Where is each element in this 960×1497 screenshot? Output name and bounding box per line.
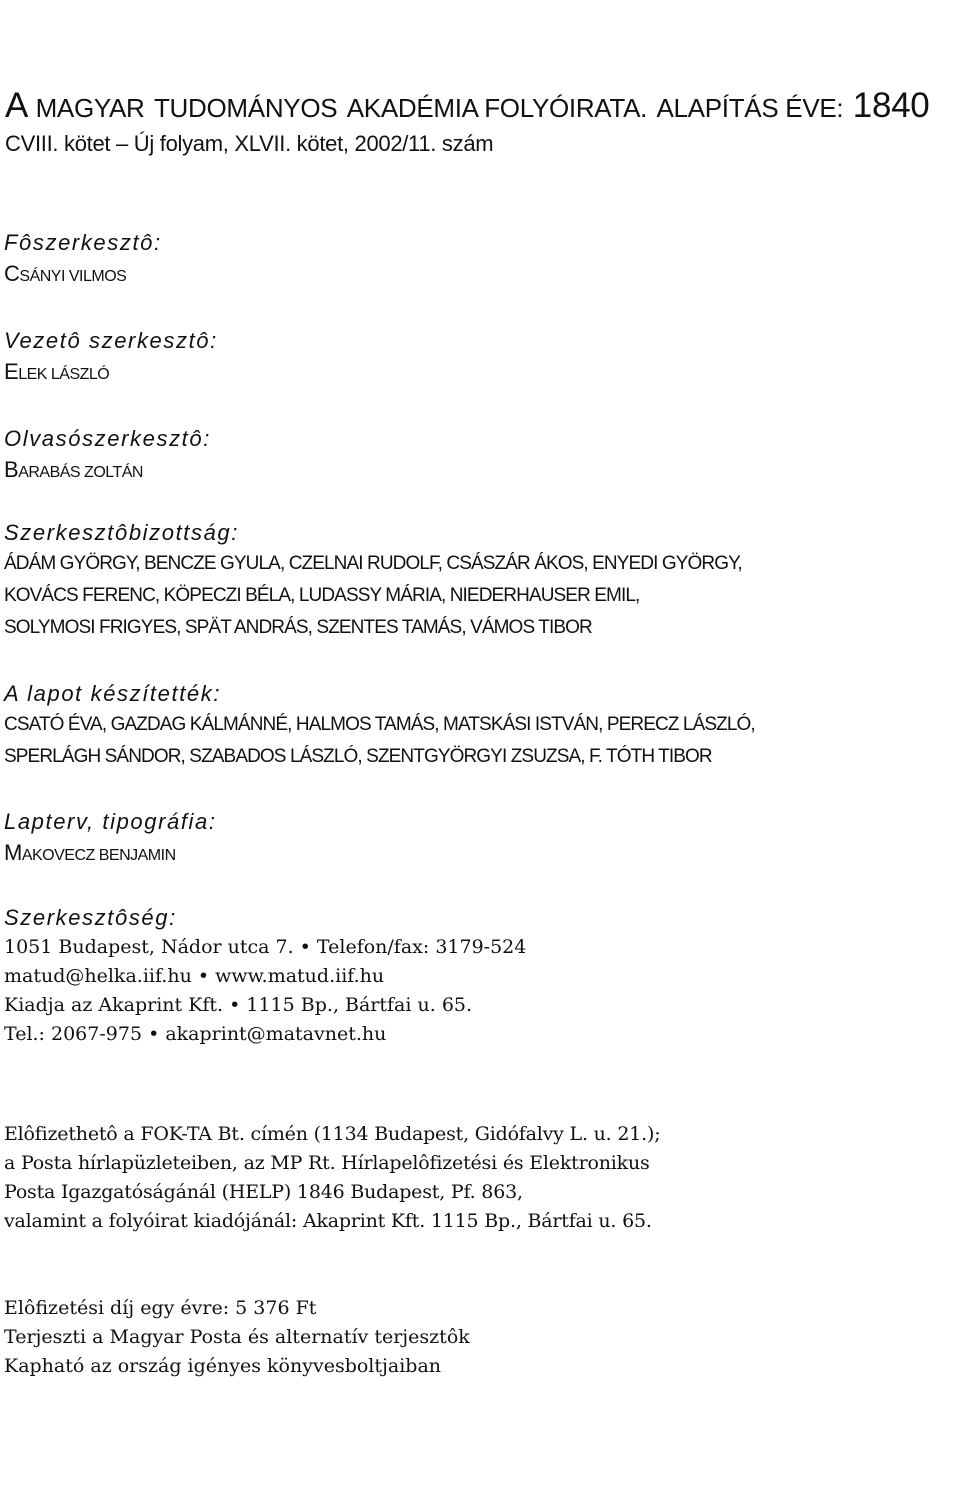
subscription-line: valamint a folyóirat kiadójánál: Akaprint Kft. 1115 Bp., Bártfai u. 65. xyxy=(4,1210,652,1232)
makers-block xyxy=(4,679,944,773)
availability-line: Kapható az ország igényes könyvesboltjaiban xyxy=(4,1355,442,1377)
editor-in-chief-name: CSÁNYI VILMOS xyxy=(4,261,127,286)
managing-editor-block xyxy=(4,326,944,391)
office-contact-line: matud@helka.iif.hu • www.matud.iif.hu xyxy=(4,965,385,987)
design-name: MAKOVECZ BENJAMIN xyxy=(4,840,176,865)
title-word-a: A xyxy=(5,86,27,125)
makers-label: A lapot készítették: xyxy=(4,681,222,706)
editorial-board-label: Szerkesztôbizottság: xyxy=(4,520,239,545)
pricing-block xyxy=(4,1294,944,1381)
title-word-magyar: MAGYAR xyxy=(35,93,145,123)
editorial-board-line: ÁDÁM GYÖRGY, BENCZE GYULA, CZELNAI RUDOLF, CSÁSZÁR ÁKOS, ENYEDI GYÖRGY, xyxy=(4,553,742,574)
volume-info: CVIII. kötet – Új folyam, XLVII. kötet, 2002/11. szám xyxy=(5,131,494,156)
publisher-contact-line: Tel.: 2067-975 • akaprint@matavnet.hu xyxy=(4,1023,387,1045)
proofreader-label: Olvasószerkesztô: xyxy=(4,426,211,451)
subscription-price-line: Elôfizetési díj egy évre: 5 376 Ft xyxy=(4,1297,317,1319)
subscription-block xyxy=(4,1120,944,1236)
design-block xyxy=(4,807,944,872)
subscription-line: Posta Igazgatóságánál (HELP) 1846 Budapest, Pf. 863, xyxy=(4,1181,523,1203)
title-word-akademia: AKADÉMIA FOLYÓIRATA. xyxy=(346,93,648,123)
managing-editor-name: ELEK LÁSZLÓ xyxy=(4,359,110,384)
design-label: Lapterv, tipográfia: xyxy=(4,809,217,834)
distribution-line: Terjeszti a Magyar Posta és alternatív terjesztôk xyxy=(4,1326,470,1348)
proofreader-name: BARABÁS ZOLTÁN xyxy=(4,457,143,482)
editor-in-chief-label: Fôszerkesztô: xyxy=(4,230,162,255)
editorial-board-line: SOLYMOSI FRIGYES, SPÄT ANDRÁS, SZENTES TAMÁS, VÁMOS TIBOR xyxy=(4,617,592,638)
title-word-tudomanyos: TUDOMÁNYOS xyxy=(153,93,338,123)
editorial-board-block xyxy=(4,518,944,644)
journal-title xyxy=(5,86,955,128)
subscription-line: a Posta hírlapüzleteiben, az MP Rt. Hírlapelôfizetési és Elektronikus xyxy=(4,1152,650,1174)
subscription-line: Elôfizethetô a FOK-TA Bt. címén (1134 Budapest, Gidófalvy L. u. 21.); xyxy=(4,1123,661,1145)
office-block xyxy=(4,903,944,1049)
publisher-line: Kiadja az Akaprint Kft. • 1115 Bp., Bártfai u. 65. xyxy=(4,994,473,1016)
office-address-line: 1051 Budapest, Nádor utca 7. • Telefon/fax: 3179-524 xyxy=(4,936,527,958)
editor-in-chief-block xyxy=(4,228,944,293)
title-founded-label: ALAPÍTÁS ÉVE: xyxy=(656,93,844,123)
makers-line: SPERLÁGH SÁNDOR, SZABADOS LÁSZLÓ, SZENTGYÖRGYI ZSUZSA, F. TÓTH TIBOR xyxy=(4,746,712,767)
makers-line: CSATÓ ÉVA, GAZDAG KÁLMÁNNÉ, HALMOS TAMÁS, MATSKÁSI ISTVÁN, PERECZ LÁSZLÓ, xyxy=(4,714,755,735)
managing-editor-label: Vezetô szerkesztô: xyxy=(4,328,218,353)
title-founded-year: 1840 xyxy=(852,86,930,125)
editorial-board-line: KOVÁCS FERENC, KÖPECZI BÉLA, LUDASSY MÁRIA, NIEDERHAUSER EMIL, xyxy=(4,585,640,606)
office-label: Szerkesztôség: xyxy=(4,905,177,930)
proofreader-block xyxy=(4,424,944,489)
